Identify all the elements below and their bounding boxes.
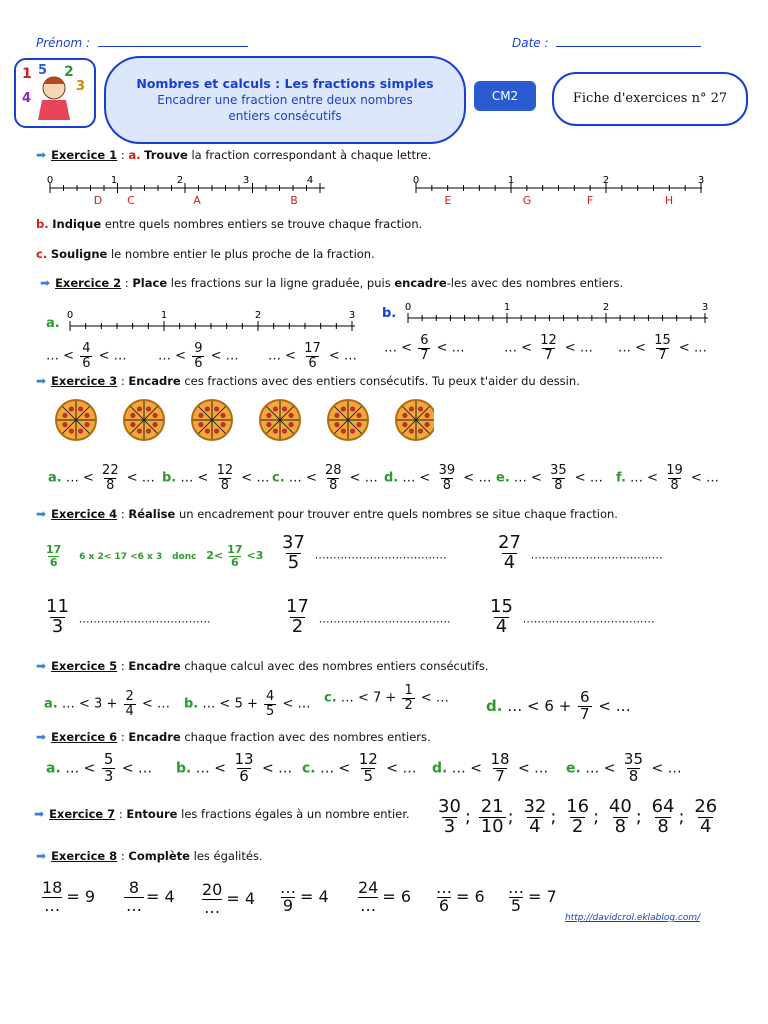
girl-numbers-icon <box>16 60 94 126</box>
svg-text:4: 4 <box>22 91 32 106</box>
svg-text:1: 1 <box>22 66 32 82</box>
tick-label: 0 <box>66 310 74 321</box>
ex1-b-letter: b. <box>36 217 49 231</box>
ex8-verb: Complète <box>128 849 190 863</box>
pizza-icon <box>396 400 434 440</box>
ex3-label: Exercice 3 <box>51 374 118 388</box>
ex6-c: c. … < $\frac{12}{5}$ < … <box>302 750 417 785</box>
pizza-icons <box>54 398 434 442</box>
ex3-d: d. … < $\frac{39}{8}$ < … <box>384 463 492 493</box>
ex2-text2: -les avec des nombres entiers. <box>446 276 624 290</box>
ex1-c-verb: Souligne <box>50 247 108 261</box>
ex4-heading: ➡ Exercice 4 : Réalise un encadrement pour trouver entre quels nombres se situe chaque fraction. <box>36 507 618 521</box>
ex2-b-letter: b. <box>382 306 397 321</box>
ex6-d: d. … < $\frac{18}{7}$ < … <box>432 750 549 785</box>
tick-label: 4 <box>306 175 314 186</box>
tick-label: 3 <box>242 175 250 186</box>
pizza-icon <box>192 400 232 440</box>
ex1-b-verb: Indique <box>52 217 102 231</box>
tick-label: 2 <box>602 175 610 186</box>
ex6-e: e. … < $\frac{35}{8}$ < … <box>566 750 682 785</box>
tick-label: 0 <box>46 175 54 186</box>
ex4-label: Exercice 4 <box>51 507 118 521</box>
ex6-text: chaque fraction avec des nombres entiers. <box>184 730 431 744</box>
sheet-number: Fiche d'exercices n° 27 <box>552 72 748 126</box>
level-badge: CM2 <box>474 81 536 111</box>
svg-text:3: 3 <box>76 79 86 94</box>
logo-box <box>14 58 96 128</box>
letter-label: D <box>93 194 103 207</box>
ex2-verb2: encadre <box>394 276 447 290</box>
ex3-b: b. … < $\frac{12}{8}$ < … <box>162 463 270 493</box>
ex2-a-3: … < $\frac{17}{6}$ < … <box>268 341 357 371</box>
arrow-right-icon: ➡ <box>36 148 47 162</box>
tick-label: 1 <box>503 302 511 313</box>
ex2-a-letter: a. <box>46 316 60 331</box>
tick-label: 3 <box>697 175 705 186</box>
ex7-heading: ➡ Exercice 7 : Entoure les fractions égales à un nombre entier. <box>34 807 410 821</box>
number-line-b <box>398 298 718 332</box>
page-subtitle: Encadrer une fraction entre deux nombres entiers consécutifs <box>157 93 413 123</box>
pizza-icon <box>56 400 96 440</box>
tick-label: 0 <box>412 175 420 186</box>
ex8-text: les égalités. <box>193 849 263 863</box>
ex5-text: chaque calcul avec des nombres entiers consécutifs. <box>184 659 489 673</box>
letter-label: H <box>664 194 674 207</box>
ex5-c: c. … < 7 + $\frac{1}{2}$ < … <box>324 683 449 713</box>
title-box <box>104 56 466 144</box>
ex4-item-5: $\frac{15}{4}$ ……………………………… <box>490 596 655 637</box>
ex2-label: Exercice 2 <box>55 276 122 290</box>
ex1-c-letter: c. <box>36 247 48 261</box>
tick-label: 2 <box>602 302 610 313</box>
date-field <box>512 36 701 50</box>
ex2-b-1: … < $\frac{6}{7}$ < … <box>384 333 465 363</box>
ex1-a-letter: a. <box>128 148 141 162</box>
ex6-b: b. … < $\frac{13}{6}$ < … <box>176 750 293 785</box>
ex7-text: les fractions égales à un nombre entier. <box>181 807 410 821</box>
ex5-label: Exercice 5 <box>51 659 118 673</box>
tick-label: 2 <box>176 175 184 186</box>
tick-label: 3 <box>701 302 709 313</box>
tick-label: 1 <box>507 175 515 186</box>
letter-label: A <box>193 194 201 207</box>
ex5-b: b. … < 5 + $\frac{4}{5}$ < … <box>184 689 311 719</box>
ex3-c: c. … < $\frac{28}{8}$ < … <box>272 463 378 493</box>
ex6-label: Exercice 6 <box>51 730 118 744</box>
tick-label: 0 <box>404 302 412 313</box>
pizza-row <box>54 398 434 446</box>
arrow-right-icon: ➡ <box>36 374 47 388</box>
letter-label: B <box>290 194 298 207</box>
ex1-heading: ➡ Exercice 1 : a. Trouve la fraction correspondant à chaque lettre. <box>36 148 432 162</box>
ex5-heading: ➡ Exercice 5 : Encadre chaque calcul avec des nombres entiers consécutifs. <box>36 659 489 673</box>
ex1-c <box>36 247 375 261</box>
date-label: Date : <box>512 36 549 50</box>
number-line-1 <box>40 170 340 210</box>
ex8-item-3: $\frac{20}{\dots}$ = 4 <box>202 880 256 917</box>
ex3-heading: ➡ Exercice 3 : Encadre ces fractions avec des entiers consécutifs. Tu peux t'aider du dessin. <box>36 374 580 388</box>
ex2-b-2: … < $\frac{12}{7}$ < … <box>504 333 593 363</box>
ex5-a: a. … < 3 + $\frac{2}{4}$ < … <box>44 689 170 719</box>
ex4-item-2: $\frac{27}{4}$ ……………………………… <box>498 532 663 573</box>
ex8-item-4: $\frac{\dots}{9}$ = 4 <box>280 878 329 915</box>
footer-link[interactable]: http://davidcrol.eklablog.com/ <box>565 913 701 923</box>
ex8-item-5: $\frac{24}{\dots}$ = 6 <box>358 878 412 915</box>
prenom-field <box>36 36 248 50</box>
ex1-a-text: la fraction correspondant à chaque lettre. <box>191 148 432 162</box>
arrow-right-icon: ➡ <box>34 807 45 821</box>
tick-label: 1 <box>110 175 118 186</box>
svg-text:5: 5 <box>38 63 48 78</box>
ex3-e: e. … < $\frac{35}{8}$ < … <box>496 463 603 493</box>
number-line-2 <box>406 170 716 210</box>
ex8-item-6: $\frac{\dots}{6}$ = 6 <box>436 878 485 915</box>
ex1-label: Exercice 1 <box>51 148 118 162</box>
ex3-f: f. … < $\frac{19}{8}$ < … <box>616 463 719 493</box>
ex8-item-7: $\frac{\dots}{5}$ = 7 <box>508 878 557 915</box>
ex4-item-4: $\frac{17}{2}$ ……………………………… <box>286 596 451 637</box>
ex1-c-text: le nombre entier le plus proche de la fraction. <box>110 247 375 261</box>
arrow-right-icon: ➡ <box>36 849 47 863</box>
ex4-verb: Réalise <box>128 507 176 521</box>
ex2-text1: les fractions sur la ligne graduée, puis <box>170 276 391 290</box>
ex2-verb1: Place <box>132 276 168 290</box>
letter-label: F <box>586 194 594 207</box>
ex8-heading: ➡ Exercice 8 : Complète les égalités. <box>36 849 263 863</box>
ex6-verb: Encadre <box>128 730 181 744</box>
ex2-a-1: … < $\frac{4}{6}$ < … <box>46 341 127 371</box>
ex8-item-1: $\frac{18}{\dots}$ = 9 <box>42 878 96 915</box>
arrow-right-icon: ➡ <box>36 507 47 521</box>
tick-label: 2 <box>254 310 262 321</box>
letter-label: C <box>127 194 135 207</box>
ex2-a-2: … < $\frac{9}{6}$ < … <box>158 341 239 371</box>
ex6-heading: ➡ Exercice 6 : Encadre chaque fraction avec des nombres entiers. <box>36 730 431 744</box>
ex3-a: a. … < $\frac{22}{8}$ < … <box>48 463 155 493</box>
pizza-icon <box>260 400 300 440</box>
ex6-a: a. … < $\frac{5}{3}$ < … <box>46 750 153 785</box>
tick-label: 3 <box>348 310 356 321</box>
pizza-icon <box>328 400 368 440</box>
arrow-right-icon: ➡ <box>36 659 47 673</box>
ex2-b-3: … < $\frac{15}{7}$ < … <box>618 333 707 363</box>
ex4-text: un encadrement pour trouver entre quels nombres se situe chaque fraction. <box>178 507 618 521</box>
arrow-right-icon: ➡ <box>36 730 47 744</box>
ex5-d: d. … < 6 + $\frac{6}{7}$ < … <box>486 688 631 723</box>
pizza-icon <box>124 400 164 440</box>
ex2-heading: ➡ Exercice 2 : Place les fractions sur la ligne graduée, puis encadre-les avec des nombres entiers. <box>40 276 624 290</box>
letter-label: G <box>522 194 532 207</box>
ex4-item-3: $\frac{11}{3}$ ……………………………… <box>46 596 211 637</box>
ex3-verb: Encadre <box>128 374 181 388</box>
number-line-a <box>60 306 360 340</box>
ex1-b <box>36 217 422 231</box>
page-title: Nombres et calculs : Les fractions simples <box>136 76 434 91</box>
ex7-verb: Entoure <box>126 807 178 821</box>
ex1-a-verb: Trouve <box>144 148 188 162</box>
ex7-fractions: $\frac{30}{3}$ ; $\frac{21}{10}$ ; $\frac{32}{4}$ ; $\frac{16}{2}$ ; $\frac{40}{8}$ ; $\frac{64}{8}$ ; $\frac{26}{4}$ <box>438 796 718 837</box>
ex1-b-text: entre quels nombres entiers se trouve chaque fraction. <box>104 217 423 231</box>
svg-text:2: 2 <box>64 64 74 80</box>
letter-label: E <box>444 194 452 207</box>
tick-label: 1 <box>160 310 168 321</box>
ex3-text: ces fractions avec des entiers consécutifs. Tu peux t'aider du dessin. <box>184 374 580 388</box>
ex4-example: $\frac{17}{6}$ 6 x 2< 17 <6 x 3 donc 2< $\frac{17}{6}$ <3 <box>46 543 264 569</box>
ex8-item-2: $\frac{8}{\dots}$ = 4 <box>126 878 175 915</box>
ex4-item-1: $\frac{37}{5}$ ……………………………… <box>282 532 447 573</box>
ex5-verb: Encadre <box>128 659 181 673</box>
ex8-label: Exercice 8 <box>51 849 118 863</box>
prenom-label: Prénom : <box>36 36 91 50</box>
ex7-label: Exercice 7 <box>49 807 116 821</box>
arrow-right-icon: ➡ <box>40 276 51 290</box>
